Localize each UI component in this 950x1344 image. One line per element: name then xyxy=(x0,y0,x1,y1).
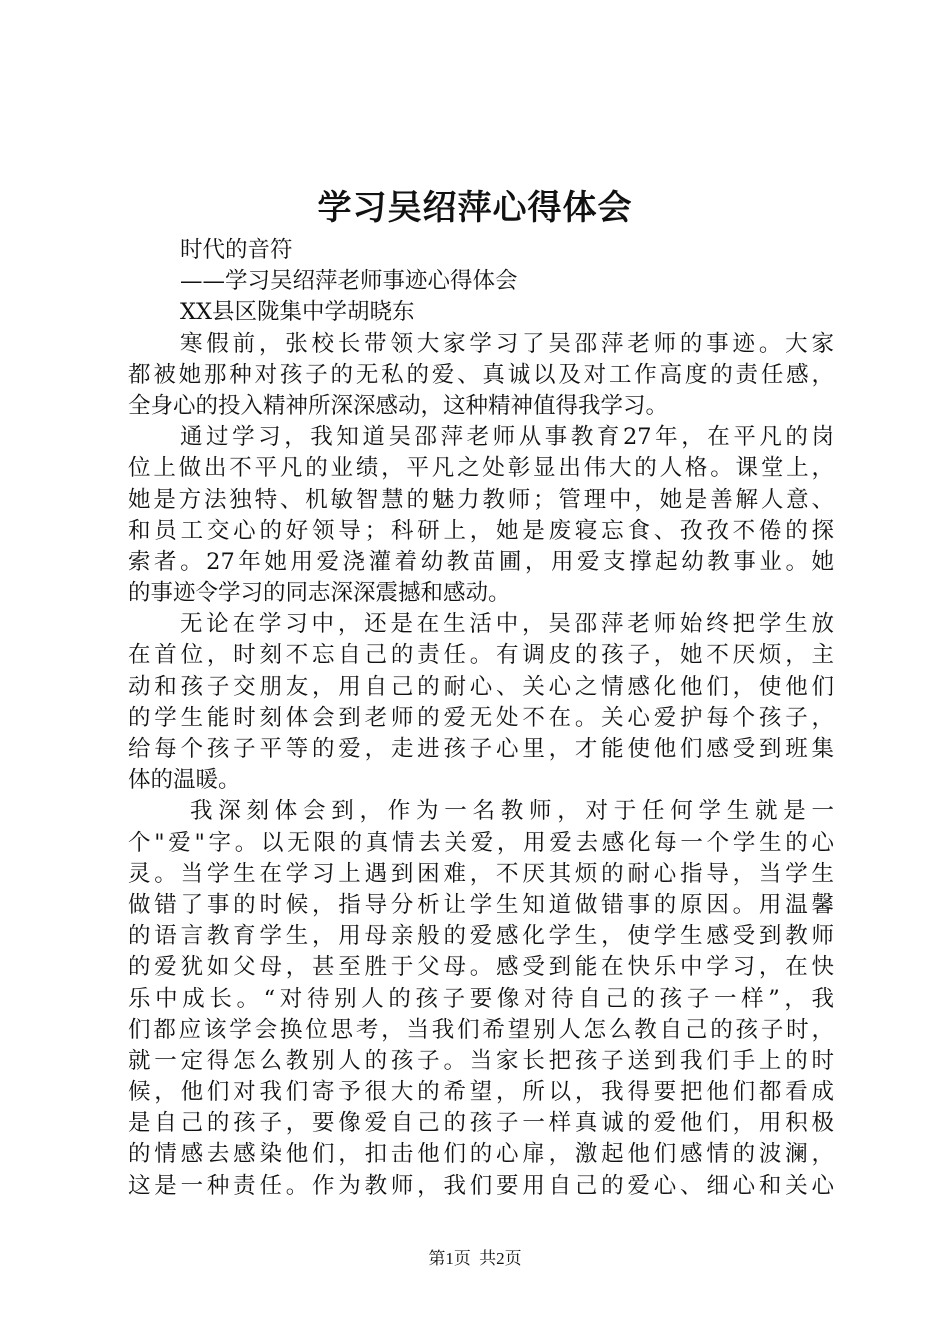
paragraph-line: 候，他们对我们寄予很大的希望，所以，我得要把他们都看成 xyxy=(128,1079,834,1106)
page-number: 第1页 xyxy=(428,1249,471,1268)
paragraph-line: 这是一种责任。作为教师，我们要用自己的爱心、细心和关心 xyxy=(128,1172,834,1199)
paragraph-line: 给每个孩子平等的爱，走进孩子心里，才能使他们感受到班集 xyxy=(128,736,834,762)
author-line: XX县区陇集中学胡晓东 xyxy=(180,299,415,326)
paragraph-line: 我深刻体会到，作为一名教师，对于任何学生就是一 xyxy=(190,798,834,825)
paragraph-line: 做错了事的时候，指导分析让学生知道做错事的原因。用温馨 xyxy=(128,891,834,918)
paragraph-line: 体的温暖。 xyxy=(128,767,241,794)
page-footer xyxy=(0,1244,950,1269)
paragraph-line: 个"爱"字。以无限的真情去关爱，用爱去感化每一个学生的心 xyxy=(128,829,834,856)
paragraph-line: 寒假前，张校长带领大家学习了吴邵萍老师的事迹。大家 xyxy=(180,330,834,357)
paragraph-line: 是自己的孩子，要像爱自己的孩子一样真诚的爱他们，用积极 xyxy=(128,1110,834,1137)
subtitle-line: 时代的音符 xyxy=(180,237,293,263)
paragraph-line: 的语言教育学生，用母亲般的爱感化学生，使学生感受到教师 xyxy=(128,923,834,950)
paragraph-line: 就一定得怎么教别人的孩子。当家长把孩子送到我们手上的时 xyxy=(128,1047,834,1074)
paragraph-line: 位上做出不平凡的业绩，平凡之处彰显出伟大的人格。课堂上， xyxy=(128,455,834,482)
paragraph-line: 动和孩子交朋友，用自己的耐心、关心之情感化他们，使他们 xyxy=(128,673,834,700)
document-title: 学习吴绍萍心得体会 xyxy=(317,188,633,228)
paragraph-line: 在首位，时刻不忘自己的责任。有调皮的孩子，她不厌烦，主 xyxy=(128,642,834,669)
paragraph-line: 索者。27年她用爱浇灌着幼教苗圃，用爱支撑起幼教事业。她 xyxy=(128,548,834,575)
paragraph-line: 乐中成长。“对待别人的孩子要像对待自己的孩子一样”，我 xyxy=(128,985,834,1012)
paragraph-line: 灵。当学生在学习上遇到困难，不厌其烦的耐心指导，当学生 xyxy=(128,860,834,887)
paragraph-line: 无论在学习中，还是在生活中，吴邵萍老师始终把学生放 xyxy=(180,611,834,638)
paragraph-line: 的情感去感染他们，扣击他们的心扉，激起他们感情的波澜， xyxy=(128,1141,834,1168)
document-body xyxy=(128,235,834,1202)
paragraph-line: 她是方法独特、机敏智慧的魅力教师；管理中，她是善解人意、 xyxy=(128,486,834,513)
paragraph-line: 都被她那种对孩子的无私的爱、真诚以及对工作高度的责任感， xyxy=(128,361,834,388)
paragraph-line: 通过学习，我知道吴邵萍老师从事教育27年，在平凡的岗 xyxy=(180,424,834,451)
paragraph-line: 的事迹令学习的同志深深震撼和感动。 xyxy=(128,580,511,607)
subtitle-line: ——学习吴绍萍老师事迹心得体会 xyxy=(180,268,518,295)
page-total: 共2页 xyxy=(479,1249,522,1268)
paragraph-line: 们都应该学会换位思考，当我们希望别人怎么教自己的孩子时， xyxy=(128,1016,834,1043)
paragraph-line: 的爱犹如父母，甚至胜于父母。感受到能在快乐中学习，在快 xyxy=(128,954,834,981)
paragraph-line: 和员工交心的好领导；科研上，她是废寝忘食、孜孜不倦的探 xyxy=(128,517,834,544)
paragraph-line: 的学生能时刻体会到老师的爱无处不在。关心爱护每个孩子， xyxy=(128,704,834,731)
paragraph-line: 全身心的投入精神所深深感动，这种精神值得我学习。 xyxy=(128,392,669,419)
